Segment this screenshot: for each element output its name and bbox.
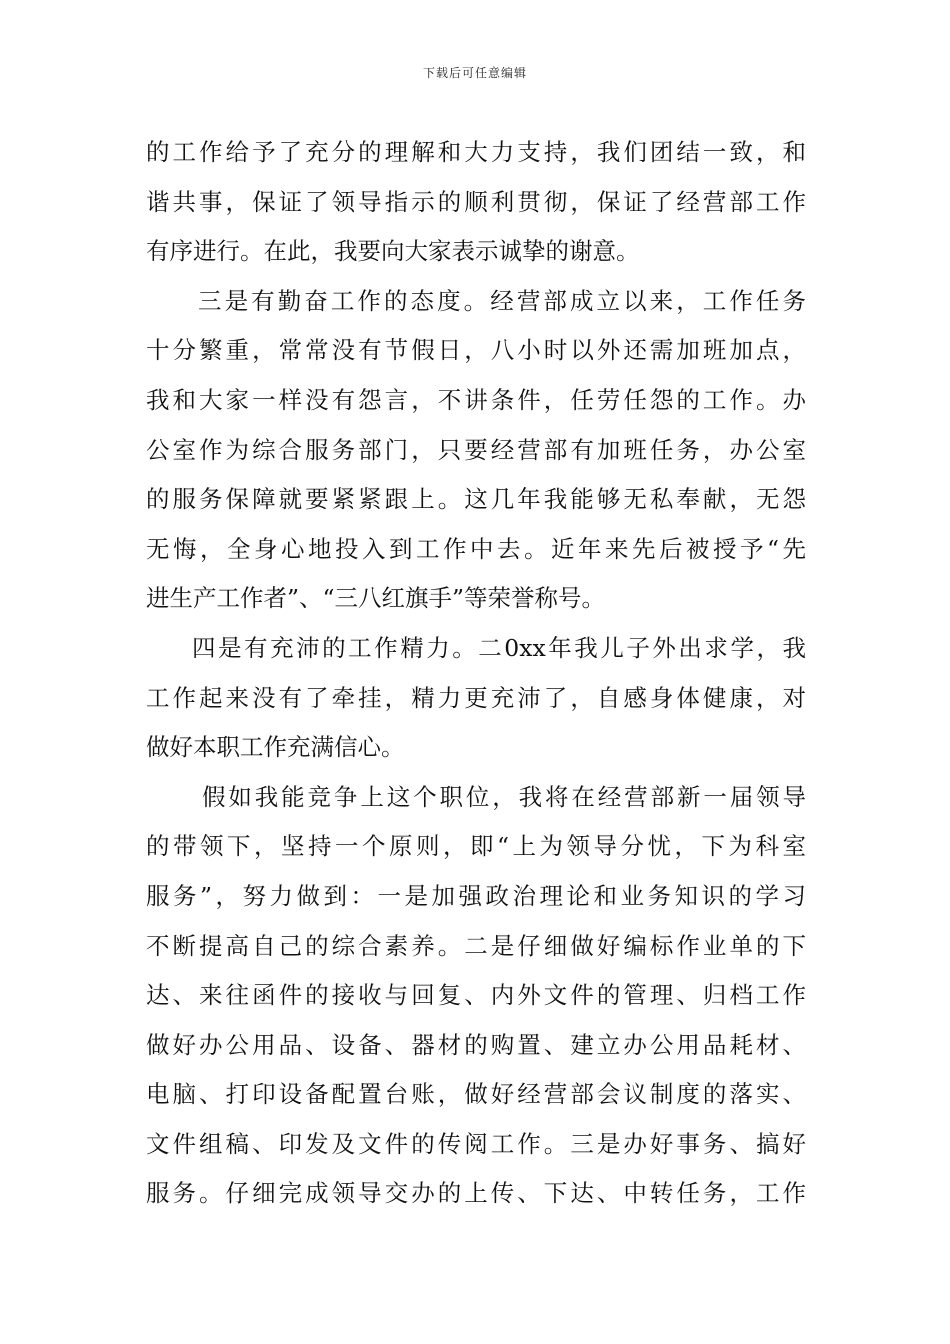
text-line: 达、来往函件的接收与回复、内外文件的管理、归档工作 xyxy=(146,981,806,1010)
text-line: 不断提高自己的综合素养。二是仔细做好编标作业单的下 xyxy=(146,931,806,960)
text-line: 服务。仔细完成领导交办的上传、下达、中转任务，工作 xyxy=(146,1179,806,1208)
paragraph-start-line: 四是有充沛的工作精力。二0xx年我儿子外出求学，我 xyxy=(192,633,806,662)
text-line: 工作起来没有了牵挂，精力更充沛了，自感身体健康，对 xyxy=(146,683,806,712)
text-line: 谐共事，保证了领导指示的顺利贯彻，保证了经营部工作 xyxy=(146,187,806,216)
paragraph-start-line: 三是有勤奋工作的态度。经营部成立以来，工作任务 xyxy=(198,286,806,315)
text-line: 做好本职工作充满信心。 xyxy=(146,733,405,762)
text-line: 服务”，努力做到：一是加强政治理论和业务知识的学习 xyxy=(146,881,806,910)
text-line: 进生产工作者”、“三八红旗手”等荣誉称号。 xyxy=(146,584,606,613)
page-header: 下载后可任意编辑 xyxy=(422,66,527,80)
document-body xyxy=(146,128,806,1219)
paragraph-start-line: 假如我能竞争上这个职位，我将在经营部新一届领导 xyxy=(202,782,806,811)
text-line: 的带领下，坚持一个原则，即“上为领导分忧，下为科室 xyxy=(146,832,806,861)
text-line: 无悔，全身心地投入到工作中去。近年来先后被授予“先 xyxy=(146,534,806,563)
text-line: 文件组稿、印发及文件的传阅工作。三是办好事务、搞好 xyxy=(146,1129,806,1158)
text-line: 的工作给予了充分的理解和大力支持，我们团结一致，和 xyxy=(146,138,806,166)
text-line: 做好办公用品、设备、器材的购置、建立办公用品耗材、 xyxy=(146,1030,806,1059)
text-line: 我和大家一样没有怨言，不讲条件，任劳任怨的工作。办 xyxy=(146,385,806,414)
text-line: 电脑、打印设备配置台账，做好经营部会议制度的落实、 xyxy=(146,1080,806,1109)
text-line: 十分繁重，常常没有节假日，八小时以外还需加班加点， xyxy=(146,336,806,365)
text-line: 的服务保障就要紧紧跟上。这几年我能够无私奉献，无怨 xyxy=(146,485,806,514)
text-line: 有序进行。在此，我要向大家表示诚挚的谢意。 xyxy=(146,237,640,266)
text-line: 公室作为综合服务部门，只要经营部有加班任务，办公室 xyxy=(146,435,806,464)
